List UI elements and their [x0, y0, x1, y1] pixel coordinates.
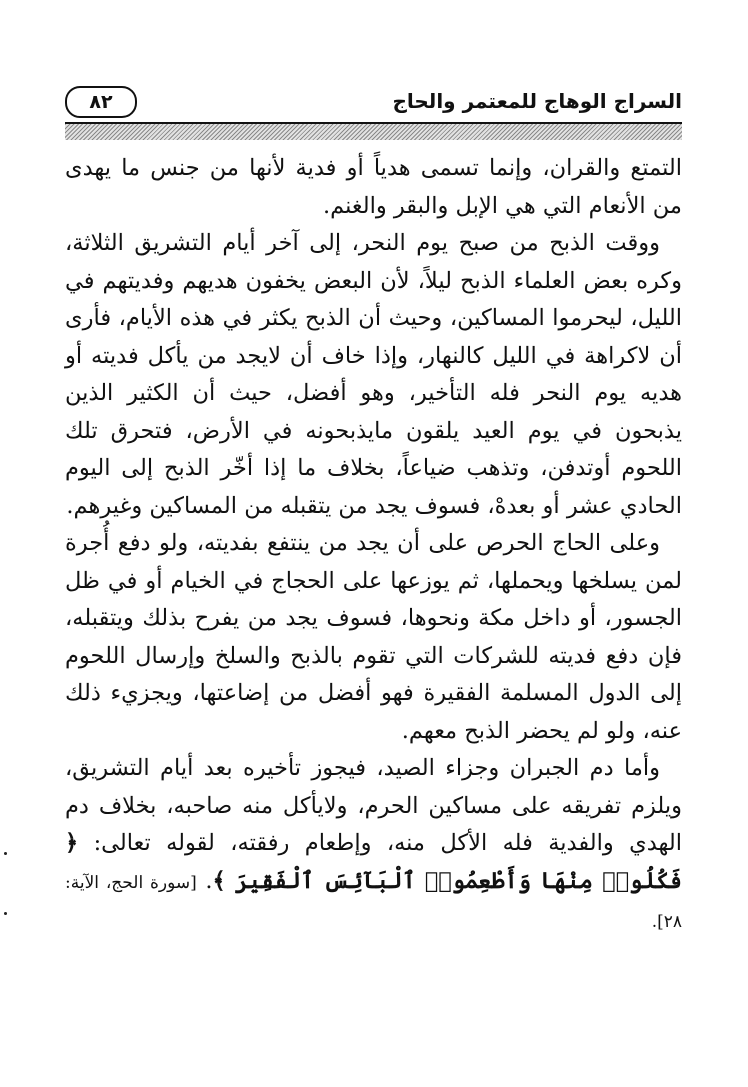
- verse-reference: [سورة الحج، الآية: ٢٨].: [65, 872, 682, 932]
- running-header: [65, 86, 682, 116]
- book-title: السراج الوهاج للمعتمر والحاج: [392, 89, 682, 113]
- paragraph-4: [65, 750, 682, 942]
- paragraph-2: ووقت الذبح من صبح يوم النحر، إلى آخر أيام التشريق الثلاثة، وكره بعض العلماء الذبح ليلاً، لأن البعض يخفون هديهم وفديتهم في الليل، ليحرموا المساكين، وحيث أن الذبح يكثر في هذه الأيام، فأرى أن لاكراهة في الليل كالنهار، وإذا خاف أن لايجد من يأكل فديته أو هديه يوم النحر فله التأخير، وهو أفضل، حيث أن الكثير الذين يذبحون في يوم العيد يلقون مايذبحونه في الأرض، فتحرق تلك اللحوم أوتدفن، وتذهب ضياعاً، بخلاف ما إذا أخّر الذبح إلى اليوم الحادي عشر أو بعدهْ، فسوف يجد من يتقبله من المساكين وغيرهم.: [65, 230, 682, 519]
- quran-verse: ﴿ فَكُلُوا۟ مِنْهَا وَأَطْعِمُوا۟ ٱلْبَآئِسَ ٱلْفَقِيرَ ﴾: [65, 830, 682, 894]
- header-divider: [65, 122, 682, 140]
- margin-speck: [4, 852, 7, 855]
- verse-period: .: [205, 867, 213, 894]
- paragraph-1: التمتع والقران، وإنما تسمى هدياً أو فدية لأنها من جنس ما يهدى من الأنعام التي هي الإبل والبقر والغنم.: [65, 155, 682, 219]
- paragraph-4-text: وأما دم الجبران وجزاء الصيد، فيجوز تأخيره بعد أيام التشريق، ويلزم تفريقه على مساكين الحرم، ولايأكل منه صاحبه، بخلاف دم الهدي والفدية فله الأكل منه، وإطعام رفقته، لقوله تعالى:: [65, 755, 682, 856]
- margin-speck: [4, 912, 7, 915]
- paragraph-3: وعلى الحاج الحرص على أن يجد من ينتفع بفديته، ولو دفع أُجرة لمن يسلخها ويحملها، ثم يوزعها على الحجاج في الخيام أو في ظل الجسور، أو داخل مكة ونحوها، فسوف يجد من يفرح بذلك ويتقبله، فإن دفع فديته للشركات التي تقوم بالذبح والسلخ وإرسال اللحوم إلى الدول المسلمة الفقيرة فهو أفضل من إضاعتها، ويجزيء ذلك عنه، ولو لم يحضر الذبح معهم.: [65, 530, 682, 744]
- page-body: [65, 150, 682, 942]
- page-number: ٨٢: [65, 86, 137, 118]
